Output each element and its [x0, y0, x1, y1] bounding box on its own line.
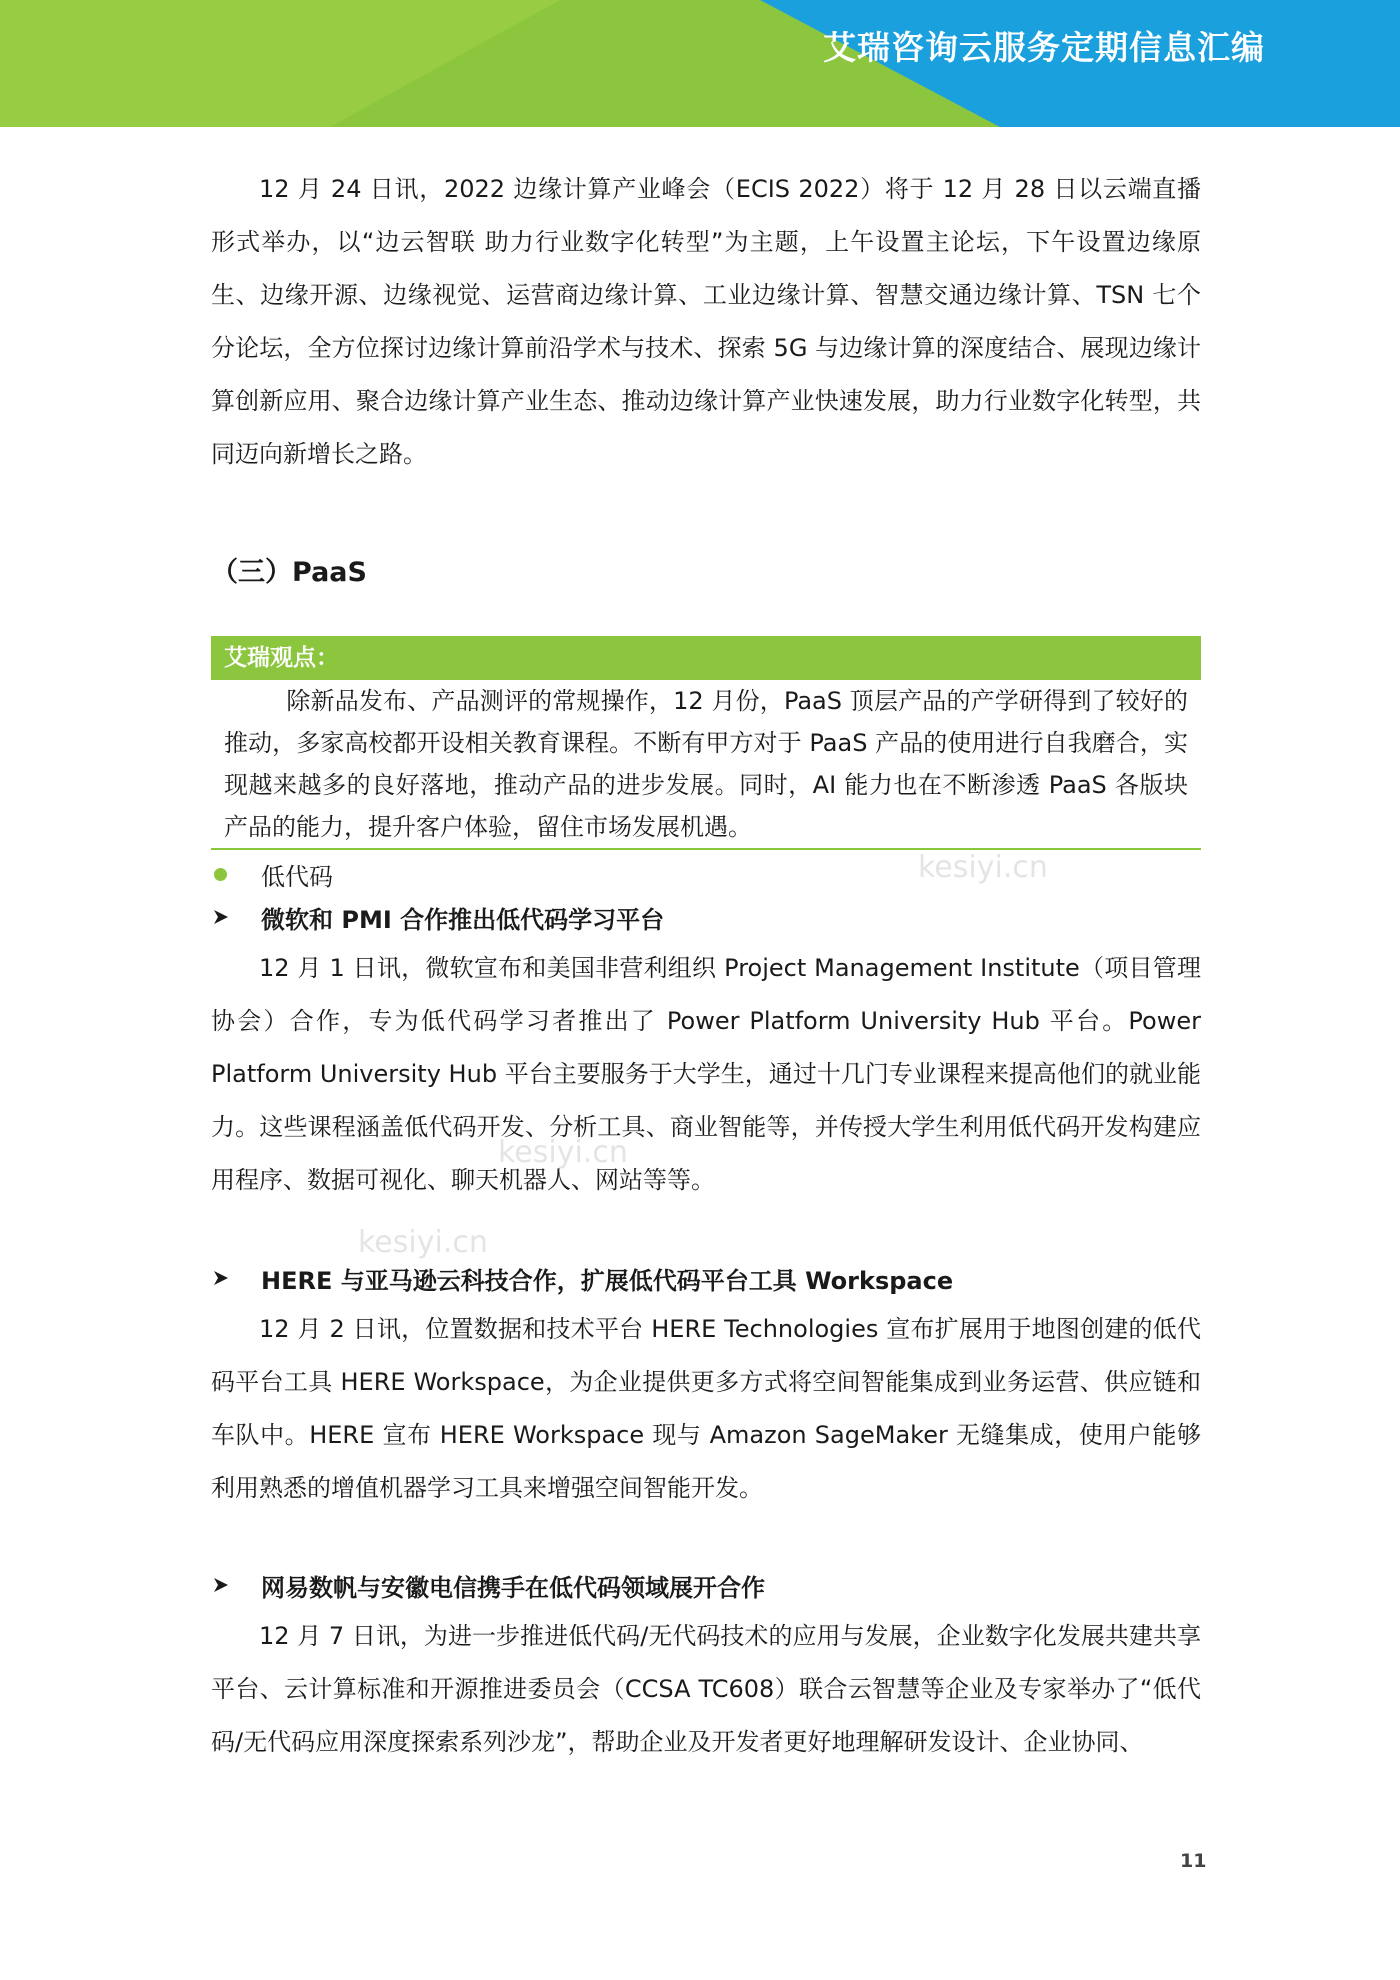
bullet-dot-icon	[214, 868, 227, 881]
viewpoint-box	[211, 636, 1201, 850]
section-paas	[211, 550, 1201, 589]
document-title: 艾瑞咨询云服务定期信息汇编	[823, 28, 1265, 67]
news-title: 微软和 PMI 合作推出低代码学习平台	[261, 905, 665, 934]
arrow-bullet-icon	[213, 909, 229, 925]
intro-block	[211, 163, 1201, 481]
category-row	[211, 854, 1201, 894]
intro-paragraph: 12 月 24 日讯，2022 边缘计算产业峰会（ECIS 2022）将于 12 月 28 日以云端直播形式举办，以“边云智联 助力行业数字化转型”为主题，上午设置主论坛，下午设置边缘原生、边缘开源、边缘视觉、运营商边缘计算、工业边缘计算、智慧交通边缘计算、TSN 七个分论坛，全方位探讨边缘计算前沿学术与技术、探索 5G 与边缘计算的深度结合、展现边缘计算创新应用、聚合边缘计算产业生态、推动边缘计算产业快速发展，助力行业数字化转型，共同迈向新增长之路。	[211, 175, 1201, 468]
news-title: 网易数帆与安徽电信携手在低代码领域展开合作	[261, 1573, 765, 1602]
watermark: kesiyi.cn	[498, 1135, 628, 1170]
watermark: kesiyi.cn	[358, 1225, 488, 1260]
category-label: 低代码	[261, 862, 333, 891]
news-body: 12 月 2 日讯，位置数据和技术平台 HERE Technologies 宣布扩展用于地图创建的低代码平台工具 HERE Workspace，为企业提供更多方式将空间智能集成到业务运营、供应链和车队中。HERE 宣布 HERE Workspace 现与 Amazon SageMaker 无缝集成，使用户能够利用熟悉的增值机器学习工具来增强空间智能开发。	[211, 1315, 1201, 1502]
arrow-bullet-icon	[213, 1270, 229, 1286]
viewpoint-text: 除新品发布、产品测评的常规操作，12 月份，PaaS 顶层产品的产学研得到了较好的推动，多家高校都开设相关教育课程。不断有甲方对于 PaaS 产品的使用进行自我磨合，实现越来越多的良好落地，推动产品的进步发展。同时，AI 能力也在不断渗透 PaaS 各版块产品的能力，提升客户体验，留住市场发展机遇。	[211, 680, 1201, 850]
section-heading: （三）PaaS	[211, 557, 367, 588]
arrow-bullet-icon	[213, 1577, 229, 1593]
news-item	[211, 1564, 1201, 1769]
viewpoint-label: 艾瑞观点：	[211, 636, 1201, 680]
page-number: 11	[1180, 1850, 1207, 1872]
news-body: 12 月 1 日讯，微软宣布和美国非营利组织 Project Management Institute（项目管理协会）合作，专为低代码学习者推出了 Power Platform University Hub 平台。Power Platform University Hub 平台主要服务于大学生，通过十几门专业课程来提高他们的就业能力。这些课程涵盖低代码开发、分析工具、商业智能等，并传授大学生利用低代码开发构建应用程序、数据可视化、聊天机器人、网站等等。	[211, 954, 1201, 1194]
watermark: kesiyi.cn	[918, 850, 1048, 885]
news-title: HERE 与亚马逊云科技合作，扩展低代码平台工具 Workspace	[261, 1266, 954, 1295]
news-item	[211, 896, 1201, 1207]
page-header	[0, 0, 1400, 127]
news-item	[211, 1257, 1201, 1515]
news-body: 12 月 7 日讯，为进一步推进低代码/无代码技术的应用与发展，企业数字化发展共建共享平台、云计算标准和开源推进委员会（CCSA TC608）联合云智慧等企业及专家举办了“低代码/无代码应用深度探索系列沙龙”，帮助企业及开发者更好地理解研发设计、企业协同、	[211, 1622, 1201, 1756]
